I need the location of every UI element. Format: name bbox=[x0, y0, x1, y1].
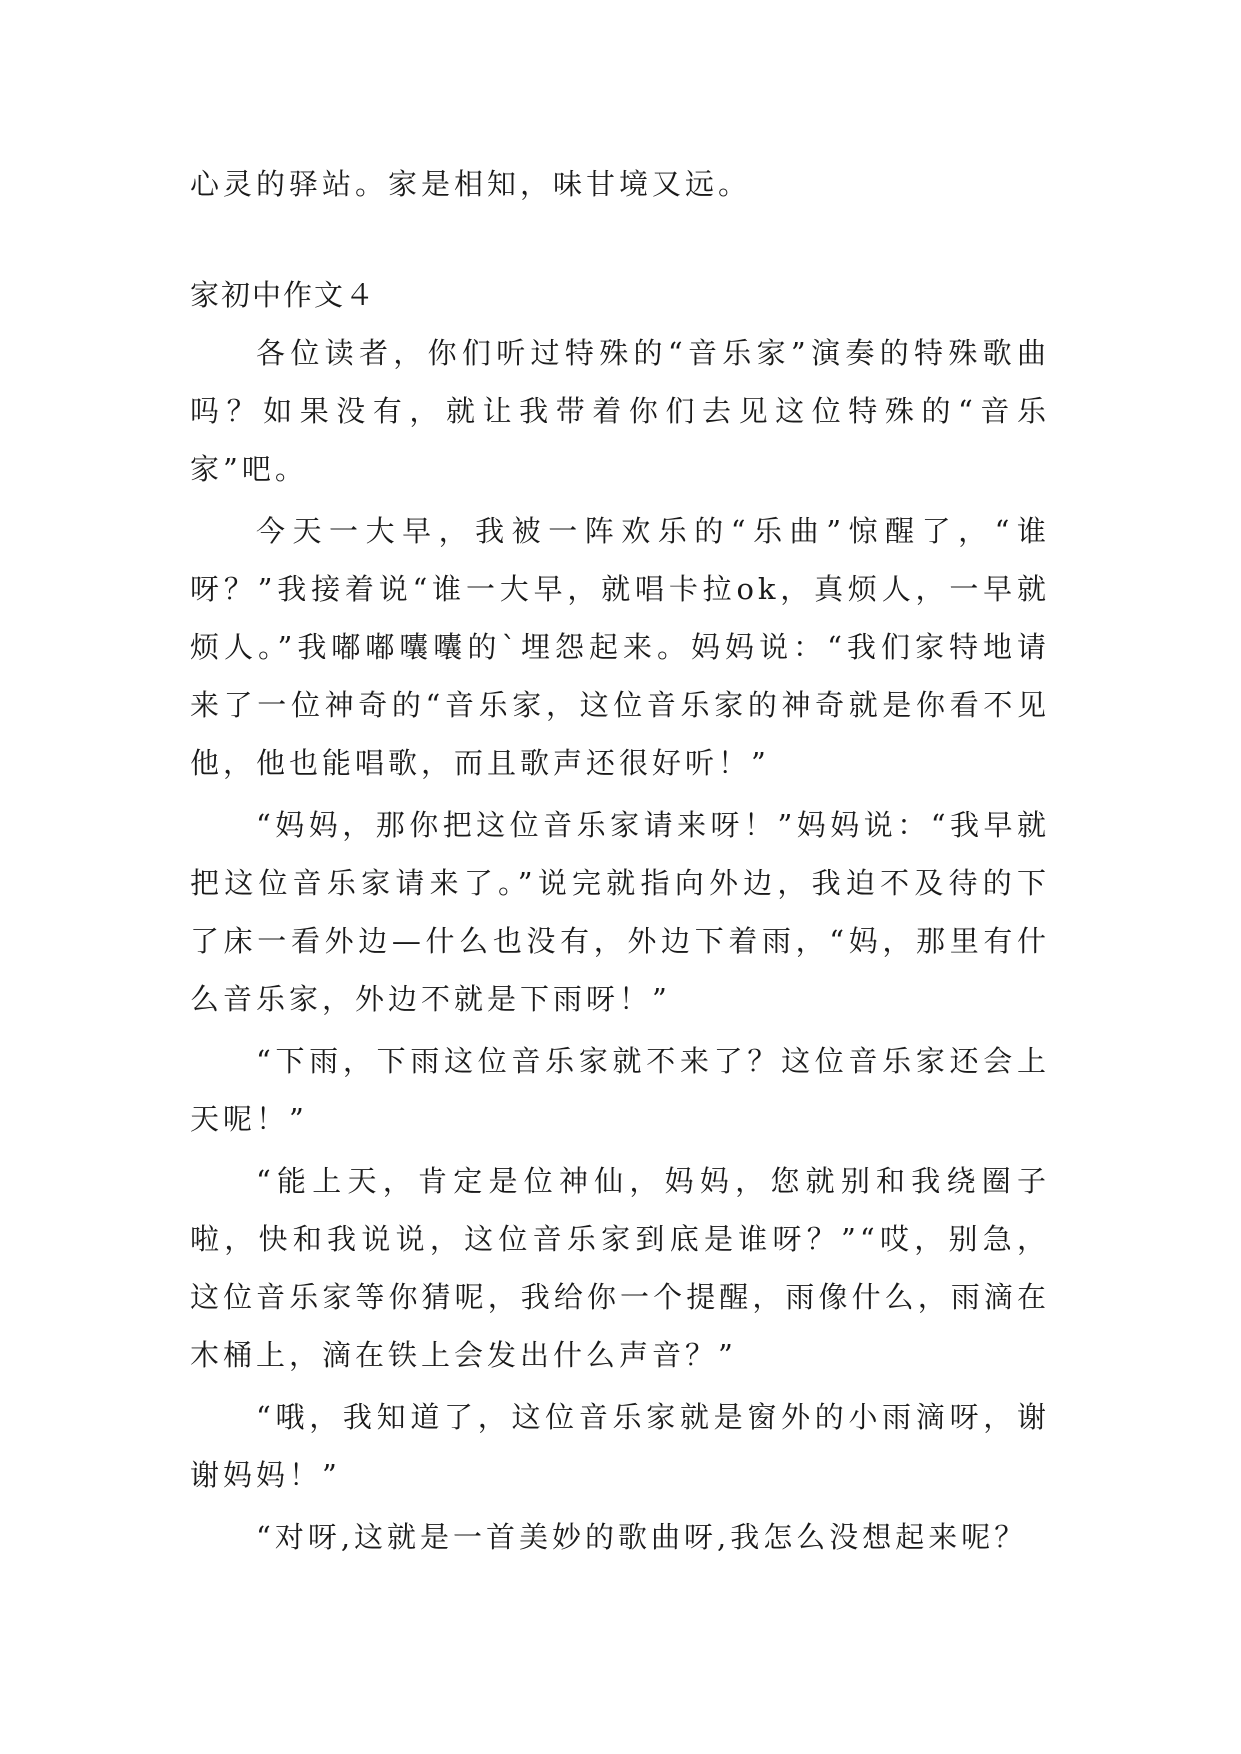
paragraph-5: “能上天，肯定是位神仙，妈妈，您就别和我绕圈子啦，快和我说说，这位音乐家到底是谁呀？”“哎，别急，这位音乐家等你猜呢，我给你一个提醒，雨像什么，雨滴在木桶上，滴在铁上会发出什么声音？” bbox=[190, 1164, 1050, 1372]
paragraph-3: “妈妈，那你把这位音乐家请来呀！”妈妈说：“我早就把这位音乐家请来了。”说完就指向外边，我迫不及待的下了床一看外边—什么也没有，外边下着雨，“妈，那里有什么音乐家，外边不就是下雨呀！” bbox=[190, 808, 1050, 1016]
essay-title: 家初中作文４ bbox=[190, 278, 377, 312]
paragraph-1: 各位读者，你们听过特殊的“音乐家”演奏的特殊歌曲吗？如果没有，就让我带着你们去见这位特殊的“音乐家”吧。 bbox=[190, 336, 1050, 486]
continued-line: 心灵的驿站。家是相知，味甘境又远。 bbox=[190, 167, 752, 201]
document-body bbox=[190, 155, 1050, 1570]
paragraph-4: “下雨，下雨这位音乐家就不来了？这位音乐家还会上天呢！” bbox=[190, 1044, 1050, 1136]
paragraph-2: 今天一大早，我被一阵欢乐的“乐曲”惊醒了，“谁呀？”我接着说“谁一大早，就唱卡拉ok，真烦人，一早就烦人。”我嘟嘟囔囔的`埋怨起来。妈妈说：“我们家特地请来了一位神奇的“音乐家，这位音乐家的神奇就是你看不见他，他也能唱歌，而且歌声还很好听！” bbox=[190, 514, 1050, 780]
paragraph-6: “哦，我知道了，这位音乐家就是窗外的小雨滴呀，谢谢妈妈！” bbox=[190, 1400, 1050, 1492]
paragraph-7: “对呀,这就是一首美妙的歌曲呀,我怎么没想起来呢？ bbox=[256, 1520, 1028, 1554]
